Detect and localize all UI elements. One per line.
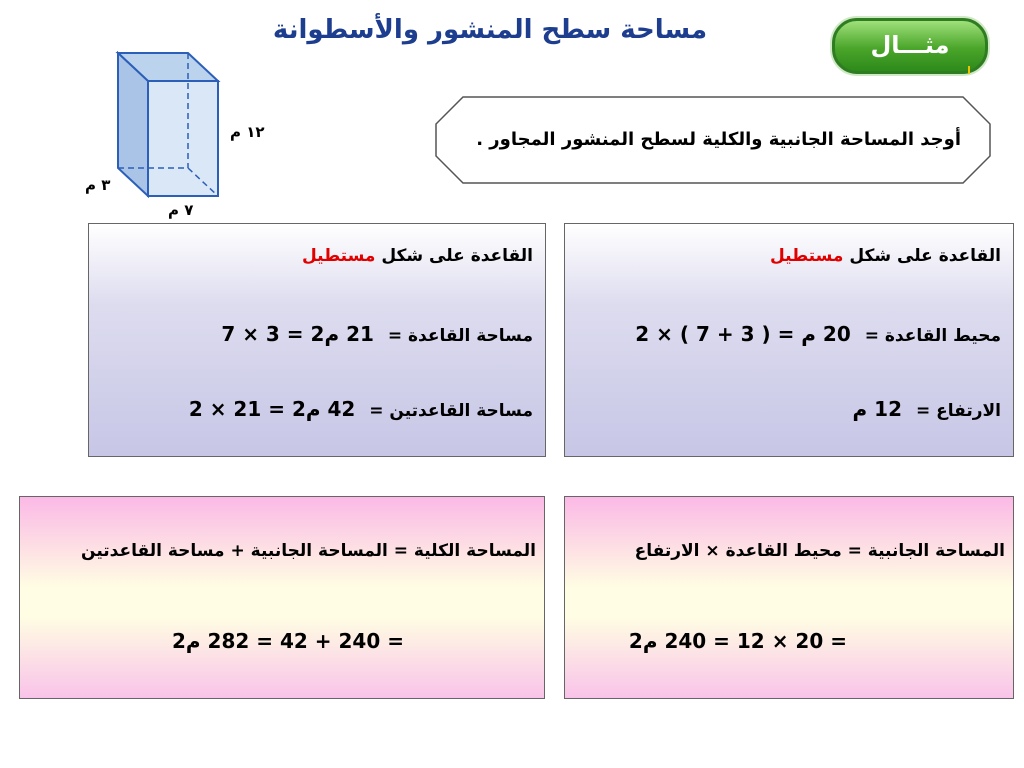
base-area-line [221,322,533,346]
perimeter-box [564,223,1014,457]
total-area-formula: المساحة الكلية = المساحة الجانبية + مساحة القاعدتين [81,541,536,561]
question-text: أوجد المساحة الجانبية والكلية لسطح المنشور المجاور . [476,129,961,150]
height-line-expr: 12 م [852,397,903,421]
example-badge: مثـــال [832,18,988,74]
total-area-box [19,496,545,699]
perimeter-shape-line [770,246,1001,266]
depth-label: ٣ م [85,176,111,194]
height-line-label: الارتفاع = [915,401,1001,421]
perimeter-line [635,322,1001,346]
perimeter-shape-prefix: القاعدة على شكل [843,246,1001,266]
base-shape-prefix: القاعدة على شكل [375,246,533,266]
page-title: مساحة سطح المنشور والأسطوانة [272,15,708,45]
width-label: ٧ م [168,201,194,219]
base-area-label: مساحة القاعدة = [387,326,533,346]
perimeter-shape-word: مستطيل [769,246,844,266]
question-banner [435,96,991,184]
two-bases-label: مساحة القاعدتين = [369,401,533,421]
lateral-area-formula: المساحة الجانبية = محيط القاعدة × الارتفاع [634,541,1005,561]
base-shape-line [302,246,533,266]
two-bases-line [189,397,533,421]
height-label: ١٢ م [230,123,265,141]
two-bases-expr: 42 م2 = 21 × 2 [188,397,356,421]
total-area-result: = 240 + 42 = 282 م2 [172,629,404,653]
base-area-box [88,223,546,457]
badge-marker [968,66,970,74]
base-shape-word: مستطيل [301,246,376,266]
height-line [853,397,1001,421]
lateral-area-result: = 20 × 12 = 240 م2 [628,629,847,653]
prism-figure [80,48,290,223]
lateral-area-box [564,496,1014,699]
perimeter-expr: 20 م = ( 3 + 7 ) × 2 [635,322,851,346]
base-area-expr: 21 م2 = 3 × 7 [221,322,374,346]
perimeter-label: محيط القاعدة = [864,326,1001,346]
